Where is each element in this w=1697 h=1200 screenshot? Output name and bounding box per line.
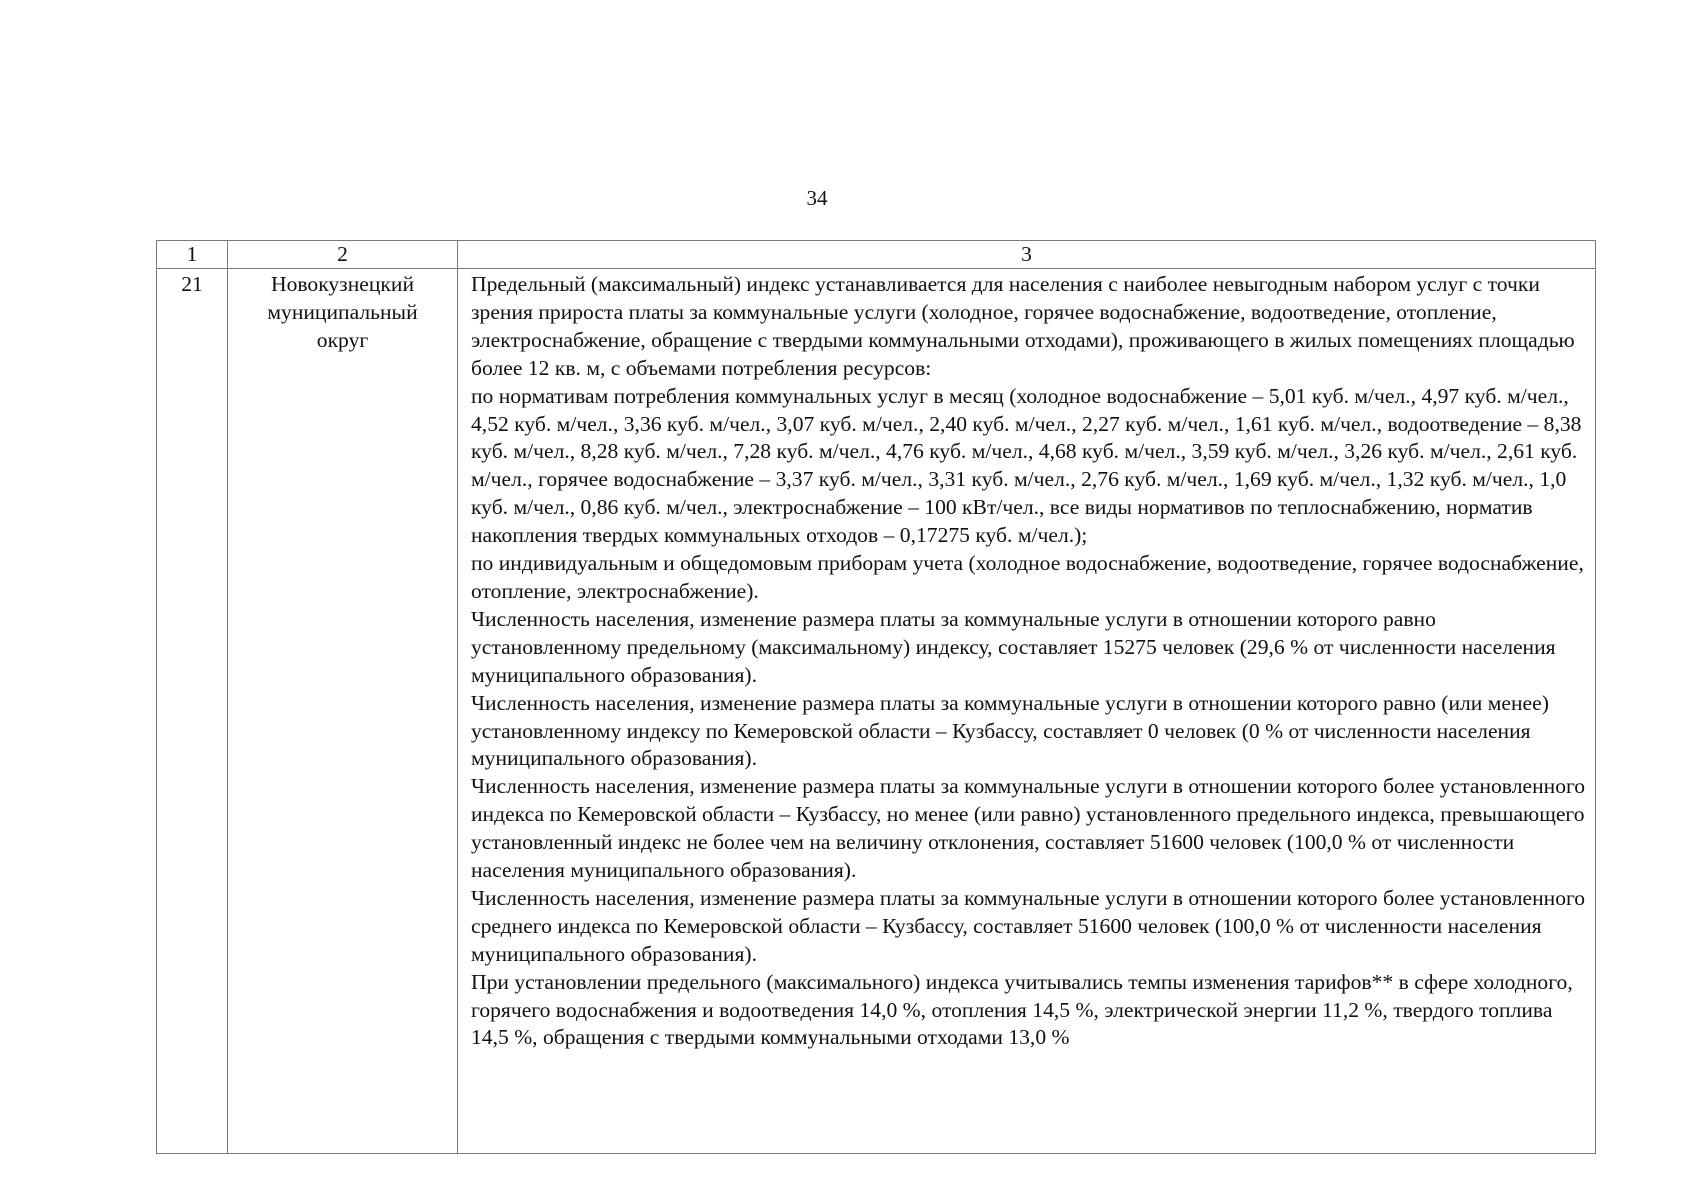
description-paragraph: При установлении предельного (максимального) индекса учитывались темпы изменения тарифов** в сфере холодного, горячего водоснабжения и водоотведения 14,0 %, отопления 14,5 %, электрической энергии 11,2 %, твердого топлива 14,5 %, обращения с твердыми коммунальными отходами 13,0 % [471,969,1573,1050]
description-paragraph: по индивидуальным и общедомовым приборам учета (холодное водоснабжение, водоотведение, горячее водоснабжение, отопление, электроснабжение). [471,551,1584,603]
table-header-row [157,241,1596,269]
description-paragraph: по нормативам потребления коммунальных услуг в месяц (холодное водоснабжение – 5,01 куб. м/чел., 4,97 куб. м/чел., 4,52 куб. м/чел., 3,36 куб. м/чел., 3,07 куб. м/чел., 2,40 куб. м/чел., 2,27 куб. м/чел., 1,61 куб. м/чел., водоотведение – 8,38 куб. м/чел., 8,28 куб. м/чел., 7,28 куб. м/чел., 4,76 куб. м/чел., 4,68 куб. м/чел., 3,59 куб. м/чел., 3,26 куб. м/чел., 2,61 куб. м/чел., горячее водоснабжение – 3,37 куб. м/чел., 3,31 куб. м/чел., 2,76 куб. м/чел., 1,69 куб. м/чел., 1,32 куб. м/чел., 1,0 куб. м/чел., 0,86 куб. м/чел., электроснабжение – 100 кВт/чел., все виды нормативов по теплоснабжению, норматив накопления твердых коммунальных отходов – 0,17275 куб. м/чел.); [471,383,1582,548]
description-paragraph: Численность населения, изменение размера платы за коммунальные услуги в отношении которого равно установленному предельному (максимальному) индексу, составляет 15275 человек (29,6 % от численности населения муниципального образования). [471,606,1556,687]
page-number: 34 [806,186,828,210]
header-cell-1: 1 [157,241,228,269]
row-number-cell: 21 [157,269,228,1154]
header-cell-3: 3 [458,241,1596,269]
description-cell [458,269,1596,1154]
description-paragraph: Численность населения, изменение размера платы за коммунальные услуги в отношении которого равно (или менее) установленному индексу по Кемеровской области – Кузбассу, составляет 0 человек (0 % от численности населения муниципального образования). [471,690,1549,771]
table-row [157,269,1596,1154]
region-name-line: Новокузнецкий [270,272,415,296]
region-name-cell [228,269,458,1154]
header-cell-2: 2 [228,241,458,269]
region-name-line: муниципальный [267,299,418,324]
region-name-line: округ [316,327,369,352]
description-paragraph: Предельный (максимальный) индекс устанавливается для населения с наиболее невыгодным набором услуг с точки зрения прироста платы за коммунальные услуги (холодное, горячее водоснабжение, водоотведение, отопление, электроснабжение, обращение с твердыми коммунальными отходами), проживающего в жилых помещениях площадью более 12 кв. м, с объемами потребления ресурсов: [471,272,1575,380]
description-paragraph: Численность населения, изменение размера платы за коммунальные услуги в отношении которого более установленного индекса по Кемеровской области – Кузбассу, но менее (или равно) установленного предельного индекса, превышающего установленный индекс не более чем на величину отклонения, составляет 51600 человек (100,0 % от численности населения муниципального образования). [471,774,1586,883]
tariff-index-table [156,240,1596,1154]
description-paragraph: Численность населения, изменение размера платы за коммунальные услуги в отношении которого более установленного среднего индекса по Кемеровской области – Кузбассу, составляет 51600 человек (100,0 % от численности населения муниципального образования). [471,885,1586,966]
